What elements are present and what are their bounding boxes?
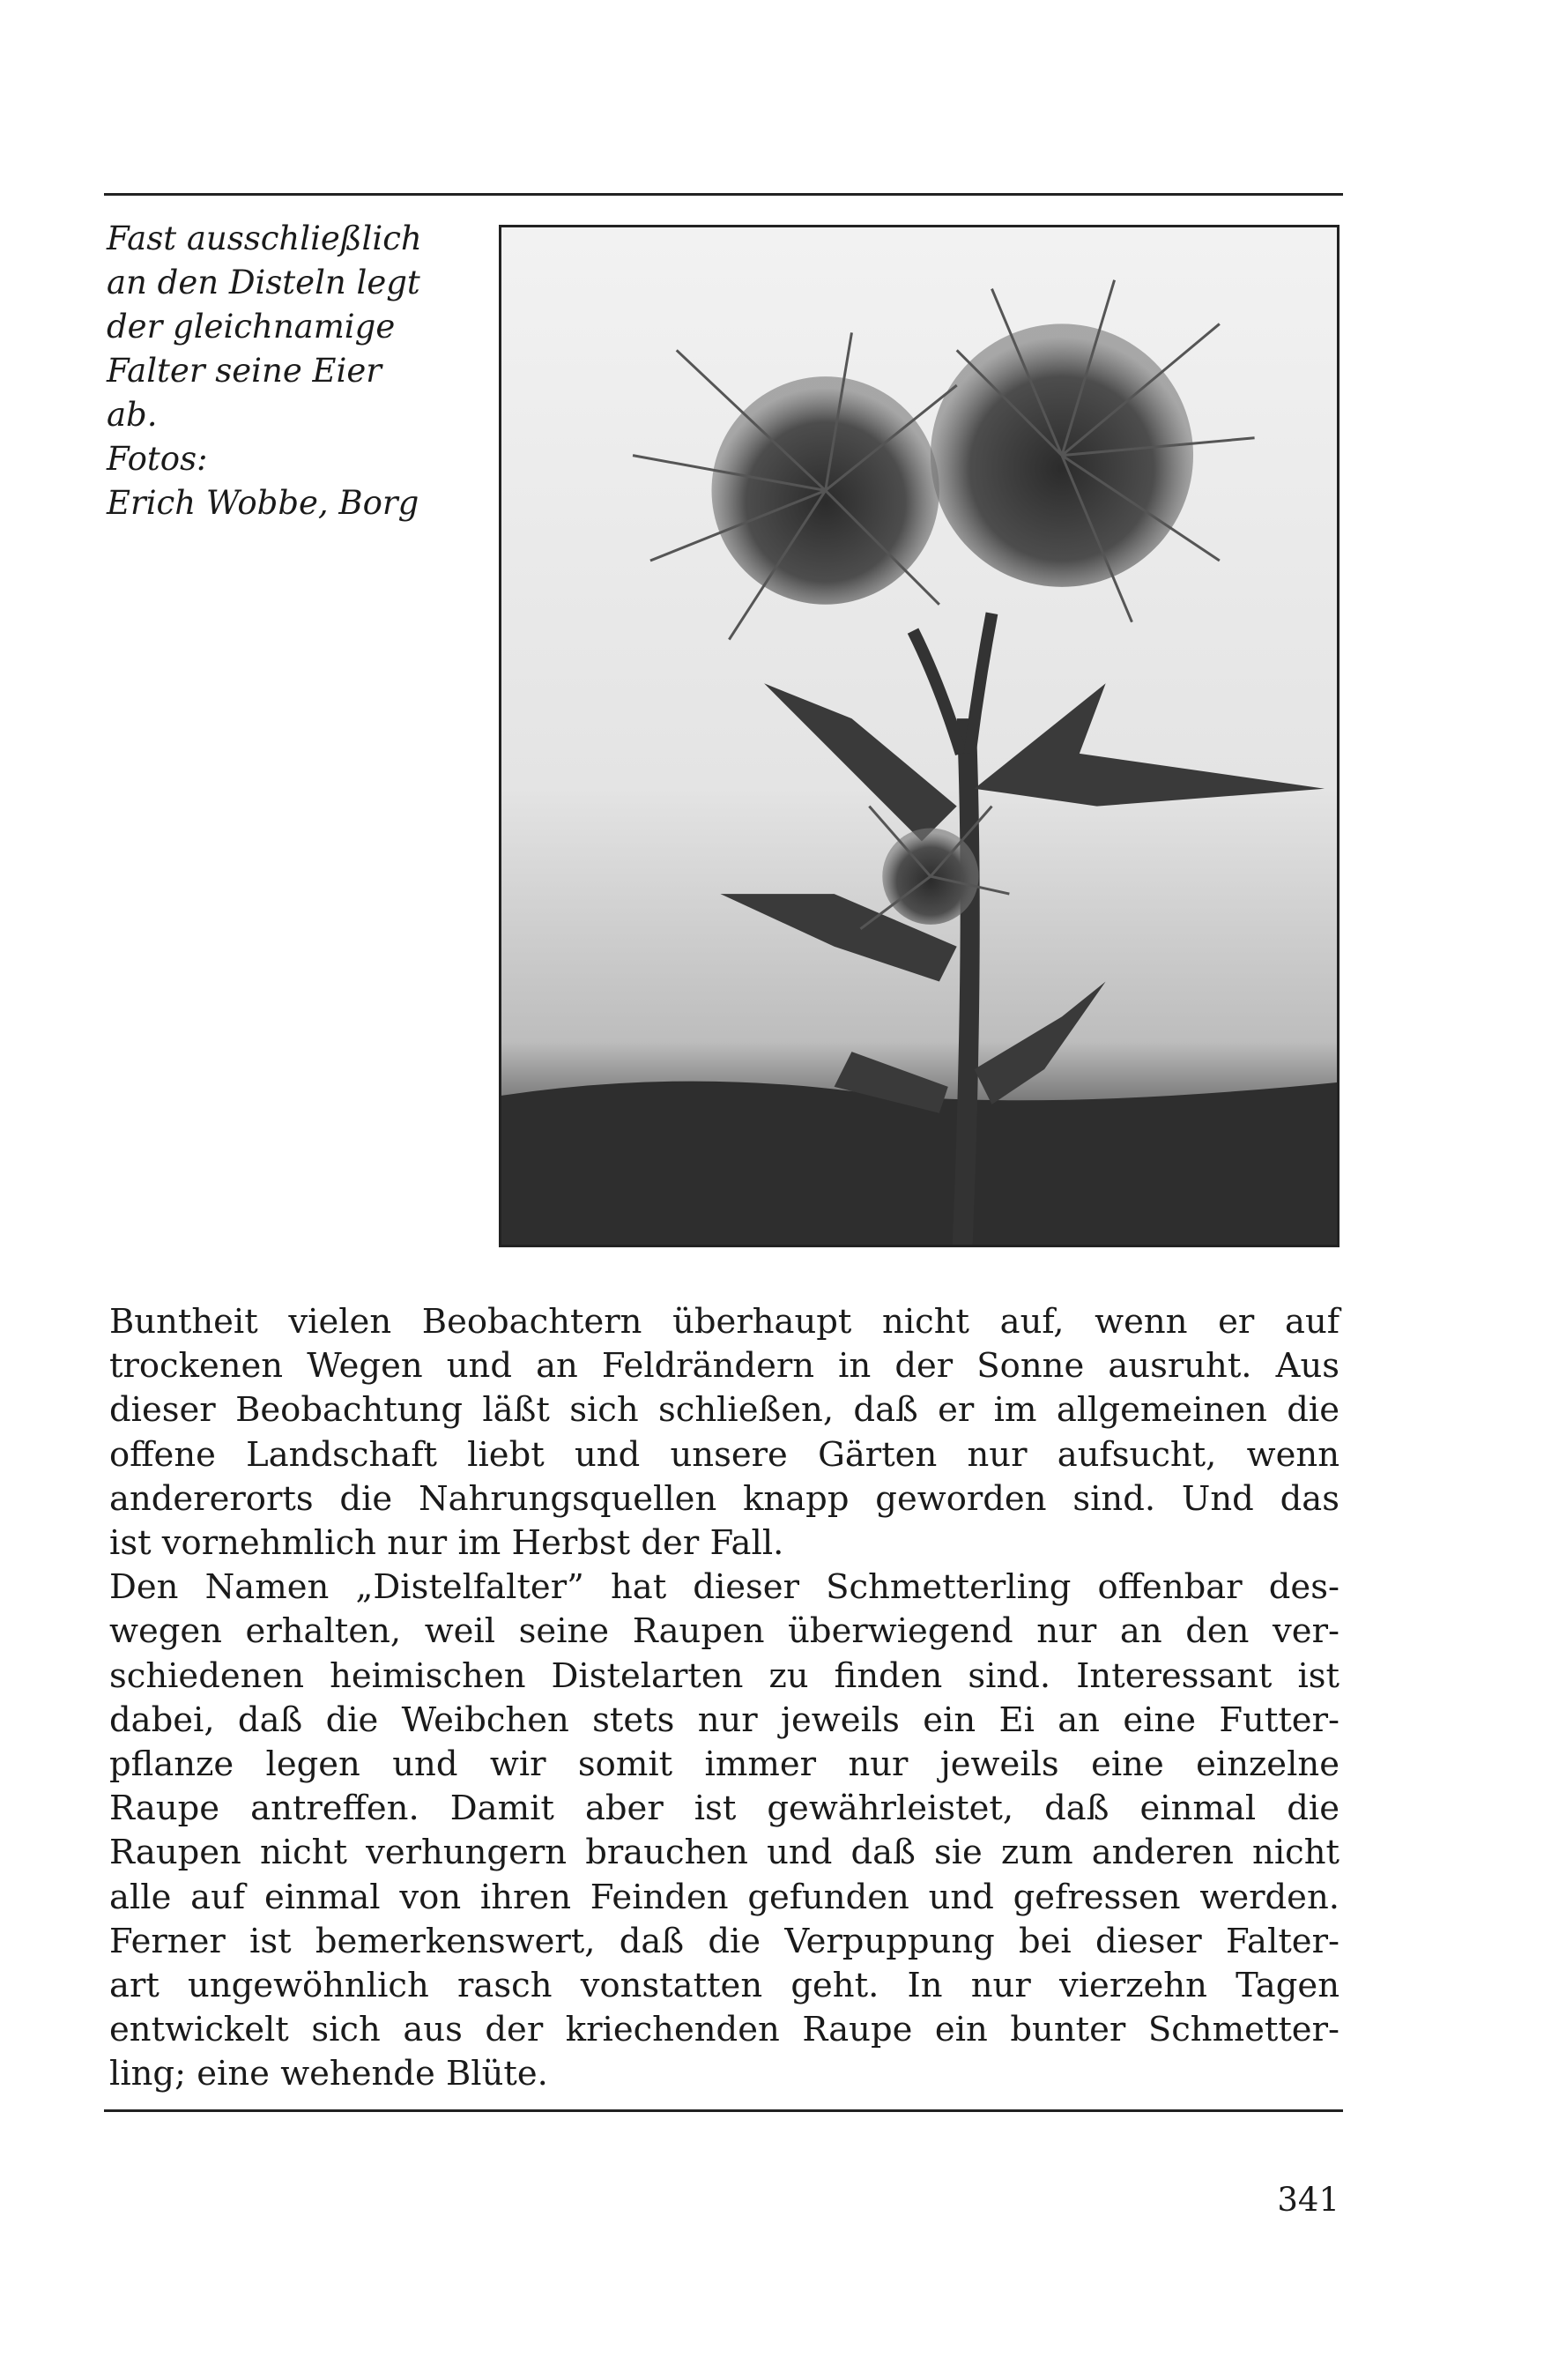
- body-text: [109, 1300, 1340, 2097]
- thistle-photo: [499, 225, 1340, 1247]
- body-line: alle auf einmal von ihren Feinden gefunden und gefressen werden.: [109, 1877, 1340, 1917]
- caption-line: Falter seine Eier: [107, 352, 382, 390]
- caption-line: Fotos:: [107, 440, 208, 478]
- body-line: ist vornehmlich nur im Herbst der Fall.: [109, 1523, 784, 1564]
- body-line: dabei, daß die Weibchen stets nur jeweils ein Ei an eine Futter-: [109, 1699, 1340, 1740]
- body-line: schiedenen heimischen Distelarten zu finden sind. Interessant ist: [109, 1655, 1340, 1696]
- body-line: pflanze legen und wir somit immer nur jeweils eine einzelne: [109, 1744, 1340, 1785]
- body-line: trockenen Wegen und an Feldrändern in der Sonne ausruht. Aus: [109, 1346, 1340, 1387]
- body-line: offene Landschaft liebt und unsere Gärten nur aufsucht, wenn: [109, 1434, 1340, 1475]
- body-line: wegen erhalten, weil seine Raupen überwiegend nur an den ver-: [109, 1611, 1340, 1652]
- body-line: Raupen nicht verhungern brauchen und daß sie zum anderen nicht: [109, 1833, 1340, 1873]
- body-line: Den Namen „Distelfalter” hat dieser Schmetterling offenbar des-: [109, 1567, 1340, 1608]
- caption-line: an den Disteln legt: [107, 264, 420, 301]
- body-line: Raupe antreffen. Damit aber ist gewährleistet, daß einmal die: [109, 1789, 1340, 1829]
- bottom-rule: [104, 2109, 1343, 2112]
- body-line: entwickelt sich aus der kriechenden Raupe ein bunter Schmetter-: [109, 2010, 1340, 2050]
- body-line: ling; eine wehende Blüte.: [109, 2054, 548, 2094]
- caption-line: ab.: [107, 396, 158, 434]
- caption-line: Erich Wobbe, Borg: [107, 484, 419, 522]
- page-number: 341: [1277, 2181, 1340, 2219]
- body-line: andererorts die Nahrungsquellen knapp geworden sind. Und das: [109, 1478, 1340, 1519]
- top-rule: [104, 193, 1343, 196]
- caption-line: der gleichnamige: [107, 308, 396, 346]
- body-line: Ferner ist bemerkenswert, daß die Verpuppung bei dieser Falter-: [109, 1921, 1340, 1961]
- body-line: dieser Beobachtung läßt sich schließen, daß er im allgemeinen die: [109, 1390, 1340, 1431]
- thistle-photo-drawing: [501, 227, 1337, 1245]
- caption-line: Fast ausschließlich: [107, 219, 422, 257]
- body-line: art ungewöhnlich rasch vonstatten geht. In nur vierzehn Tagen: [109, 1966, 1340, 2006]
- body-line: Buntheit vielen Beobachtern überhaupt nicht auf, wenn er auf: [109, 1302, 1340, 1342]
- photo-caption: [107, 217, 477, 525]
